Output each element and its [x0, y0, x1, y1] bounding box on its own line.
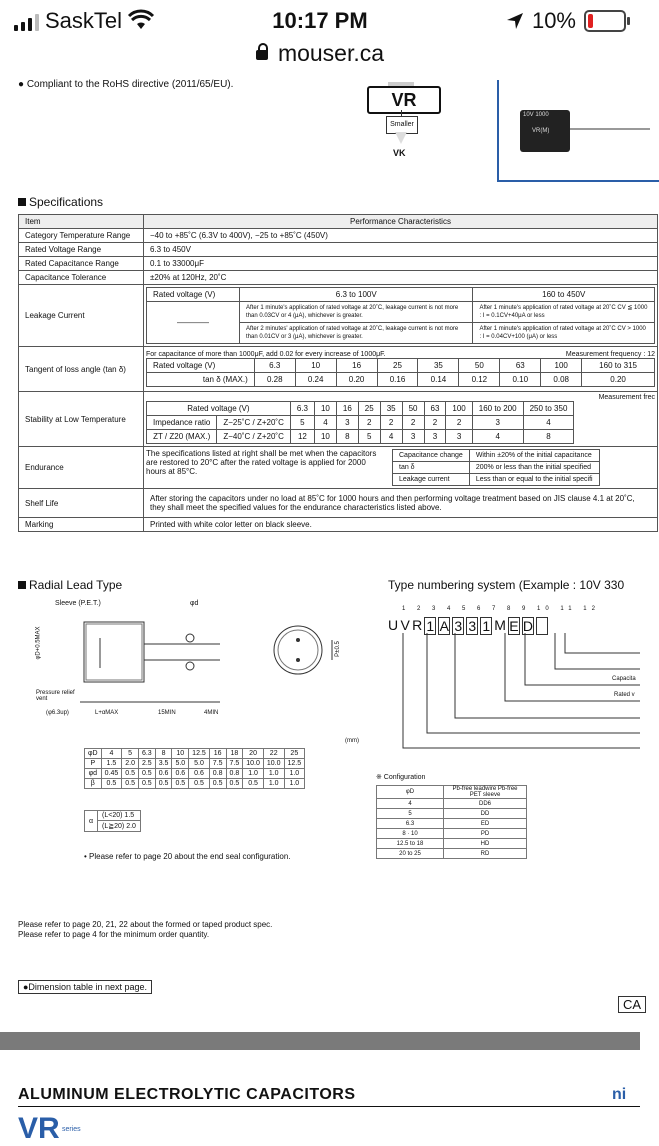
table-cell: 0.6	[172, 769, 189, 779]
type-code-char: 1	[480, 617, 492, 635]
table-cell: ED	[444, 819, 527, 829]
table-cell: 0.10	[500, 373, 541, 387]
table-cell: DD	[444, 809, 527, 819]
table-cell: 2.0	[122, 759, 139, 769]
table-cell: 3	[336, 416, 358, 430]
phid-label: φd	[190, 600, 199, 607]
ca-box: CA	[618, 996, 646, 1013]
vent-size-label: (φ6.3up)	[46, 710, 69, 716]
table-cell: 2	[424, 416, 446, 430]
table-cell: RD	[444, 849, 527, 859]
tangent-subtable: Rated voltage (V) 6.3 10 16 25 35 50 63 100 160 to 315 tan δ (MAX.) 0.28 0.24 0.20 0.16 0.14 0.12 0.10 0.08 0.20	[146, 358, 655, 387]
capacitance-label: Capacita	[612, 676, 636, 682]
series-label: series	[62, 1126, 81, 1133]
ref-line-2: Please refer to page 4 for the minimum order quantity.	[18, 930, 210, 939]
table-cell: 8	[155, 749, 172, 759]
table-cell: φd	[85, 769, 102, 779]
table-cell: HD	[444, 839, 527, 849]
table-cell: 7.5	[209, 759, 226, 769]
battery-info	[506, 8, 626, 34]
table-cell: 18	[226, 749, 243, 759]
table-cell: 2	[446, 416, 472, 430]
table-cell: 0.24	[295, 373, 336, 387]
table-cell: 25	[377, 359, 418, 373]
table-cell: 63	[424, 402, 446, 416]
l4-label: 4MIN	[204, 710, 219, 716]
lock-icon	[256, 50, 268, 60]
table-cell: 5	[377, 809, 444, 819]
endurance-row: Endurance The specifications listed at right shall be met when the capacitors are restored to 20°C after the rated voltage is applied for 2000 hours at 85°C. Capacitance change Within ±20% of the initial capacitance tan δ 200% or less than the initial specified Leakage current Less than or equal to the initial specifi	[19, 447, 658, 489]
table-cell: 0.5	[243, 779, 264, 789]
radial-lead-heading: Radial Lead Type	[18, 578, 122, 592]
table-cell: 25	[358, 402, 380, 416]
table-header-row	[19, 215, 658, 229]
footer-title: ALUMINUM ELECTROLYTIC CAPACITORS	[18, 1086, 356, 1103]
table-cell: 0.16	[377, 373, 418, 387]
rohs-note: ● Compliant to the RoHS directive (2011/65/EU).	[18, 79, 234, 90]
sleeve-label: Sleeve (P.E.T.)	[55, 600, 101, 607]
tangent-freq: Measurement frequency : 12	[565, 351, 655, 358]
table-cell: 2	[402, 416, 424, 430]
table-cell: 12.5	[189, 749, 210, 759]
vr-series-box: VR	[367, 86, 441, 114]
table-cell: 4	[523, 416, 574, 430]
table-cell: 50	[459, 359, 500, 373]
position-numbers: 1 2 3 4 5 6 7 8 9 10 11 12	[402, 606, 600, 612]
table-cell: 0.08	[541, 373, 582, 387]
capacitor-lead	[570, 128, 650, 130]
tangent-note: For capacitance of more than 1000μF, add 0.02 for every increase of 1000μF.	[146, 351, 386, 358]
table-cell: 0.20	[582, 373, 655, 387]
table-cell: 4	[377, 799, 444, 809]
endurance-subtable: Capacitance change Within ±20% of the initial capacitance tan δ 200% or less than the initial specified Leakage current Less than or equal to the initial specifi	[392, 449, 600, 486]
type-code-char: M	[494, 617, 506, 633]
table-row: Rated Voltage Range 6.3 to 450V	[19, 243, 658, 257]
specifications-heading: Specifications	[18, 195, 103, 209]
type-code-char: A	[439, 618, 449, 634]
table-cell: 0.5	[122, 769, 139, 779]
table-cell: 35	[380, 402, 402, 416]
table-cell: 5.0	[189, 759, 210, 769]
table-cell: 100	[541, 359, 582, 373]
table-cell: 50	[402, 402, 424, 416]
table-cell: 10.0	[243, 759, 264, 769]
table-row: Category Temperature Range −40 to +85˚C (6.3V to 400V), −25 to +85˚C (450V)	[19, 229, 658, 243]
table-cell: 6.3	[138, 749, 155, 759]
table-cell: 0.12	[459, 373, 500, 387]
table-cell: 100	[446, 402, 472, 416]
specifications-table	[18, 214, 658, 532]
shelf-life-row: Shelf Life After storing the capacitors under no load at 85˚C for 1000 hours and then performing voltage treatment based on JIS clause 4.1 at 20˚C, they shall meet the specified values for the endurance characteristics listed above.	[19, 489, 658, 518]
table-cell: 0.45	[101, 769, 122, 779]
leakage-row: Leakage Current Rated voltage (V) 6.3 to 100V 160 to 450V ———— After 1 minute's application of rated voltage at 20˚C, leakage current is not more than 0.03CV or 4 (μA), whichever is greater. After 1 minute's application of rated voltage at 20˚C CV ≦ 1000 : I = 0.1CV+40μA or less After 2 minutes' application of rated voltage at 20˚C, leakage current is not more than 0.01CV or 3 (μA), whichever is greater. After 1 minute's application of rated voltage at 20˚C CV > 1000 : I = 0.04CV+100 (μA) or less	[19, 285, 658, 347]
table-cell: 16	[336, 359, 377, 373]
end-seal-note: • Please refer to page 20 about the end seal configuration.	[84, 852, 291, 861]
table-cell: 6.3	[254, 359, 295, 373]
table-row: Rated Capacitance Range 0.1 to 33000μF	[19, 257, 658, 271]
table-cell: 4	[101, 749, 122, 759]
table-cell: 0.5	[172, 779, 189, 789]
table-cell: 8	[523, 430, 574, 444]
cap-text-1: 10V 1000	[523, 112, 549, 118]
table-cell: 0.5	[189, 779, 210, 789]
table-cell: 8	[336, 430, 358, 444]
type-code-char: E	[509, 618, 519, 634]
table-cell: 0.5	[155, 779, 172, 789]
table-cell: 1.0	[284, 779, 305, 789]
marking-row: Marking Printed with white color letter on black sleeve.	[19, 518, 658, 532]
mm-label: (mm)	[345, 738, 359, 744]
stability-subtable: Rated voltage (V) 6.3 10 16 25 35 50 63 100 160 to 200 250 to 350 Impedance ratio Z−25˚C / Z+20˚C 5 4 3 2 2 2 2 2 3 4 ZT / Z20 (MAX.) Z−40˚C / Z+20˚C 12 10 8 5 4 3 3 3 4 8	[146, 401, 574, 444]
dimension-table-note: ●Dimension table in next page.	[18, 980, 152, 994]
table-cell: β	[85, 779, 102, 789]
table-cell: 10	[295, 359, 336, 373]
table-cell: 0.6	[189, 769, 210, 779]
table-cell: φD	[85, 749, 102, 759]
tangent-row: Tangent of loss angle (tan δ) For capacitance of more than 1000μF, add 0.02 for every increase of 1000μF. Measurement frequency : 12 Rated voltage (V) 6.3 10 16 25 35 50 63 100 160 to 315 tan δ (MAX.) 0.28 0.24 0.20 0.16 0.14 0.12 0.10 0.08 0.20	[19, 347, 658, 392]
vr-series-logo: VR	[18, 1112, 60, 1145]
table-cell: 0.5	[101, 779, 122, 789]
type-code-char: 3	[466, 617, 478, 635]
pitch-label: P±0.5	[334, 641, 341, 657]
clock: 10:17 PM	[272, 8, 368, 33]
type-code-char: V	[400, 617, 410, 633]
table-cell: 3	[402, 430, 424, 444]
table-cell: 6.3	[377, 819, 444, 829]
stability-freq: Measurement frec	[598, 394, 655, 401]
alpha-table: α (L<20) 1.5 (L≧20) 2.0	[84, 810, 141, 832]
table-cell: 4	[314, 416, 336, 430]
bullet-square-icon	[18, 581, 26, 589]
table-cell: 16	[336, 402, 358, 416]
table-cell: 5.0	[172, 759, 189, 769]
table-cell: 5	[358, 430, 380, 444]
table-cell: 3.5	[155, 759, 172, 769]
type-code-char: 1	[424, 617, 436, 635]
table-cell: 12.5 to 18	[377, 839, 444, 849]
dmax-label: φD+0.5MAX	[35, 626, 42, 660]
table-cell: 12	[290, 430, 314, 444]
table-cell: 3	[424, 430, 446, 444]
table-cell: 12.5	[284, 759, 305, 769]
table-cell: 0.5	[226, 779, 243, 789]
table-cell: 0.5	[122, 779, 139, 789]
table-cell: 25	[284, 749, 305, 759]
configuration-table: φD Pb-free leadwire Pb-free PET sleeve 4 DD6 5 DD 6.3 ED 8 · 10 PD 12.5 to 18 HD 20 to 25 RD	[376, 785, 527, 859]
table-cell: 4	[472, 430, 523, 444]
table-cell: 0.14	[418, 373, 459, 387]
type-leader-lines	[395, 633, 640, 753]
type-code-char: D	[522, 618, 534, 634]
dimension-table	[84, 748, 305, 789]
table-cell: 0.5	[138, 769, 155, 779]
table-cell: 160 to 315	[582, 359, 655, 373]
table-cell: 1.5	[101, 759, 122, 769]
lmax-label: L+αMAX	[95, 710, 119, 716]
table-cell: 1.0	[263, 769, 284, 779]
status-bar	[0, 0, 640, 90]
battery-icon	[584, 10, 626, 32]
table-cell: 10	[314, 402, 336, 416]
footer-divider	[18, 1106, 640, 1107]
table-cell: 22	[263, 749, 284, 759]
down-arrow-icon	[395, 132, 407, 144]
col-performance: Performance Characteristics	[144, 215, 658, 229]
table-cell: 3	[446, 430, 472, 444]
table-cell: 5	[290, 416, 314, 430]
type-numbering-heading: Type numbering system (Example : 10V 330	[388, 578, 625, 592]
cap-text-2: VR(M)	[532, 128, 550, 134]
table-cell: 7.5	[226, 759, 243, 769]
table-cell: 10	[314, 430, 336, 444]
table-cell: 20	[243, 749, 264, 759]
table-cell: 0.5	[138, 779, 155, 789]
type-code-char: R	[412, 617, 423, 633]
table-cell: 3	[472, 416, 523, 430]
configuration-heading: ※ Configuration	[376, 774, 426, 781]
ref-line-1: Please refer to page 20, 21, 22 about the formed or taped product spec.	[18, 920, 273, 929]
capacitor-image	[520, 110, 570, 152]
rated-label: Rated v	[614, 692, 635, 698]
page-break-band	[0, 1032, 640, 1050]
table-cell: 2	[380, 416, 402, 430]
table-cell: 8 · 10	[377, 829, 444, 839]
url-bar[interactable]	[0, 40, 640, 67]
url-text: mouser.ca	[277, 40, 385, 66]
table-cell: 10	[172, 749, 189, 759]
table-cell: 35	[418, 359, 459, 373]
table-cell: 0.6	[155, 769, 172, 779]
table-row: Capacitance Tolerance ±20% at 120Hz, 20˚C	[19, 271, 658, 285]
table-cell: PD	[444, 829, 527, 839]
table-cell: 63	[500, 359, 541, 373]
col-item: Item	[19, 215, 144, 229]
table-cell: 4	[380, 430, 402, 444]
table-cell: 16	[209, 749, 226, 759]
l15-label: 15MIN	[158, 710, 176, 716]
table-cell: 250 to 350	[523, 402, 574, 416]
table-cell: 160 to 200	[472, 402, 523, 416]
table-cell: 0.8	[226, 769, 243, 779]
table-cell: 0.5	[209, 779, 226, 789]
carrier-name: SaskTel	[45, 8, 123, 33]
location-arrow-icon	[506, 12, 524, 30]
table-cell: 0.28	[254, 373, 295, 387]
table-cell: DD6	[444, 799, 527, 809]
type-code-char: 3	[452, 617, 464, 635]
pressure-vent-label: Pressure relief vent	[36, 690, 75, 702]
table-cell: 0.20	[336, 373, 377, 387]
stability-row: Stability at Low Temperature Measurement frec Rated voltage (V) 6.3 10 16 25 35 50 63 100 160 to 200 250 to 350 Impedance ratio Z−25˚C / Z+20˚C 5 4 3 2 2 2 2 2 3 4 ZT / Z20 (MAX.) Z−40˚C / Z+20˚C 12 10 8 5 4 3 3 3 4 8	[19, 392, 658, 447]
brand-logo: ni	[612, 1086, 627, 1103]
bullet-square-icon	[18, 198, 26, 206]
table-cell: 20 to 25	[377, 849, 444, 859]
table-cell: 1.0	[284, 769, 305, 779]
table-cell: 10.0	[263, 759, 284, 769]
table-cell: 2	[358, 416, 380, 430]
table-cell: 5	[122, 749, 139, 759]
table-cell: 1.0	[263, 779, 284, 789]
table-cell: 0.8	[209, 769, 226, 779]
endurance-text: The specifications listed at right shall be met when the capacitors are restored to 20°C after the rated voltage is applied for 2000 hours at 85°C.	[146, 449, 377, 476]
table-cell: P	[85, 759, 102, 769]
table-cell: 6.3	[290, 402, 314, 416]
vk-series-label: VK	[393, 148, 406, 158]
battery-percent: 10%	[531, 8, 576, 33]
type-code-char: U	[388, 617, 399, 633]
leakage-subtable: Rated voltage (V) 6.3 to 100V 160 to 450V ———— After 1 minute's application of rated voltage at 20˚C, leakage current is not more than 0.03CV or 4 (μA), whichever is greater. After 1 minute's application of rated voltage at 20˚C CV ≦ 1000 : I = 0.1CV+40μA or less After 2 minutes' application of rated voltage at 20˚C, leakage current is not more than 0.01CV or 3 (μA), whichever is greater. After 1 minute's application of rated voltage at 20˚C CV > 1000 : I = 0.04CV+100 (μA) or less	[146, 287, 655, 344]
table-cell: 1.0	[243, 769, 264, 779]
table-cell: 2.5	[138, 759, 155, 769]
smaller-box: Smaller	[386, 116, 418, 134]
